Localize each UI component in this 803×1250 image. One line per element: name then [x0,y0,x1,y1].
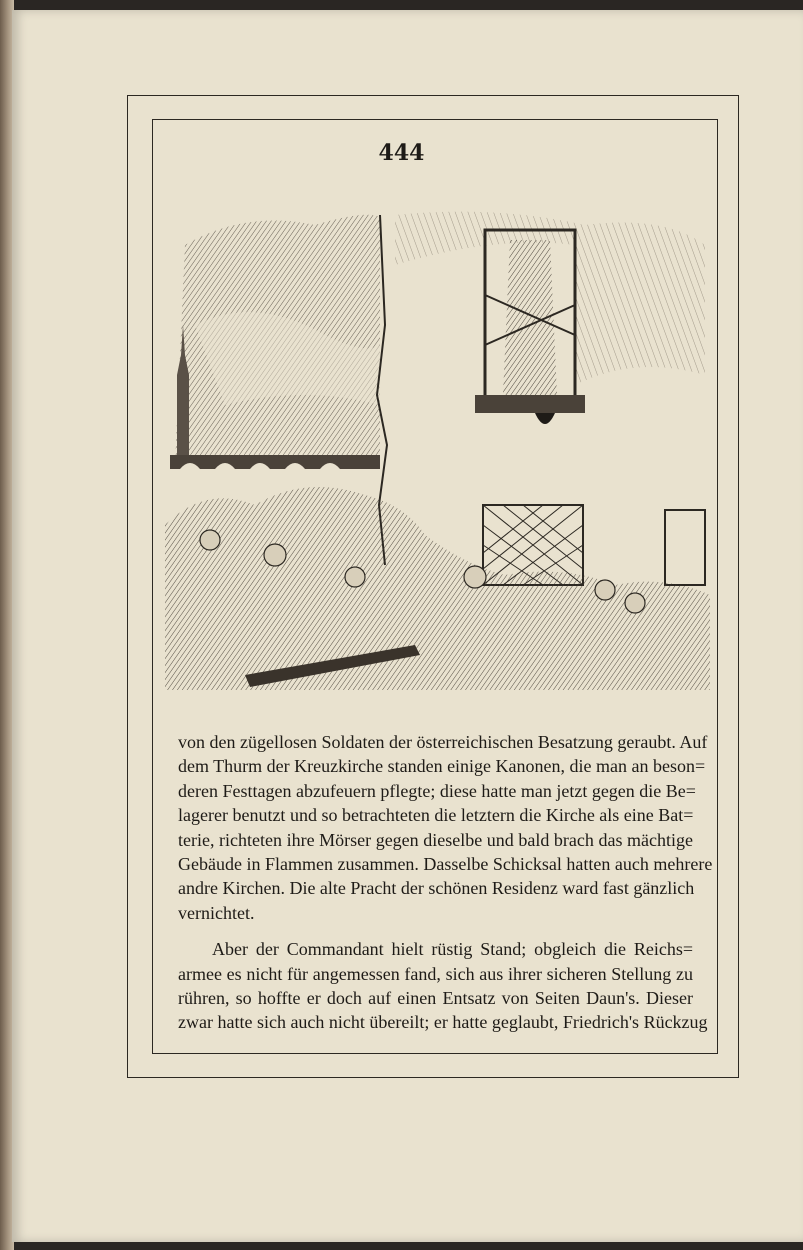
fleeing-crowd [165,487,710,690]
text-line: von den zügellosen Soldaten der österreichischen Besatzung geraubt. Auf [178,732,708,752]
text-line: Gebäude in Flammen zusammen. Dasselbe Schicksal hatten auch mehrere [178,853,713,874]
text-line: zwar hatte sich auch nicht übereilt; er hatte geglaubt, Friedrich's Rückzug [178,1012,708,1033]
body-text [178,730,713,1035]
bridge [170,455,380,469]
lattice-window-right [665,510,705,585]
paragraph-gap [178,925,693,937]
text-line: terie, richteten ihre Mörser gegen dieselbe und bald brach das mächtige [178,829,693,850]
text-line: deren Festtagen abzufeuern pflegte; diese hatte man jetzt gegen die Be= [178,780,696,801]
text-line: lagerer benutzt und so betrachteten die letztern die Kirche als eine Bat= [178,805,694,826]
text-line: Aber der Commandant hielt rüstig Stand; obgleich die Reichs= [212,939,693,960]
text-line: rühren, so hoffte er doch auf einen Entsatz von Seiten Daun's. Dieser [178,987,693,1008]
text-line: vernichtet. [178,902,255,923]
text-line: andre Kirchen. Die alte Pracht der schönen Residenz ward fast gänzlich [178,878,695,899]
text-line: armee es nicht für angemessen fand, sich aus ihrer sicheren Stellung zu [178,963,693,984]
text-line: dem Thurm der Kreuzkirche standen einige Kanonen, die man an beson= [178,756,706,777]
engraving-illustration [165,205,710,690]
page-number: 444 [378,140,425,166]
